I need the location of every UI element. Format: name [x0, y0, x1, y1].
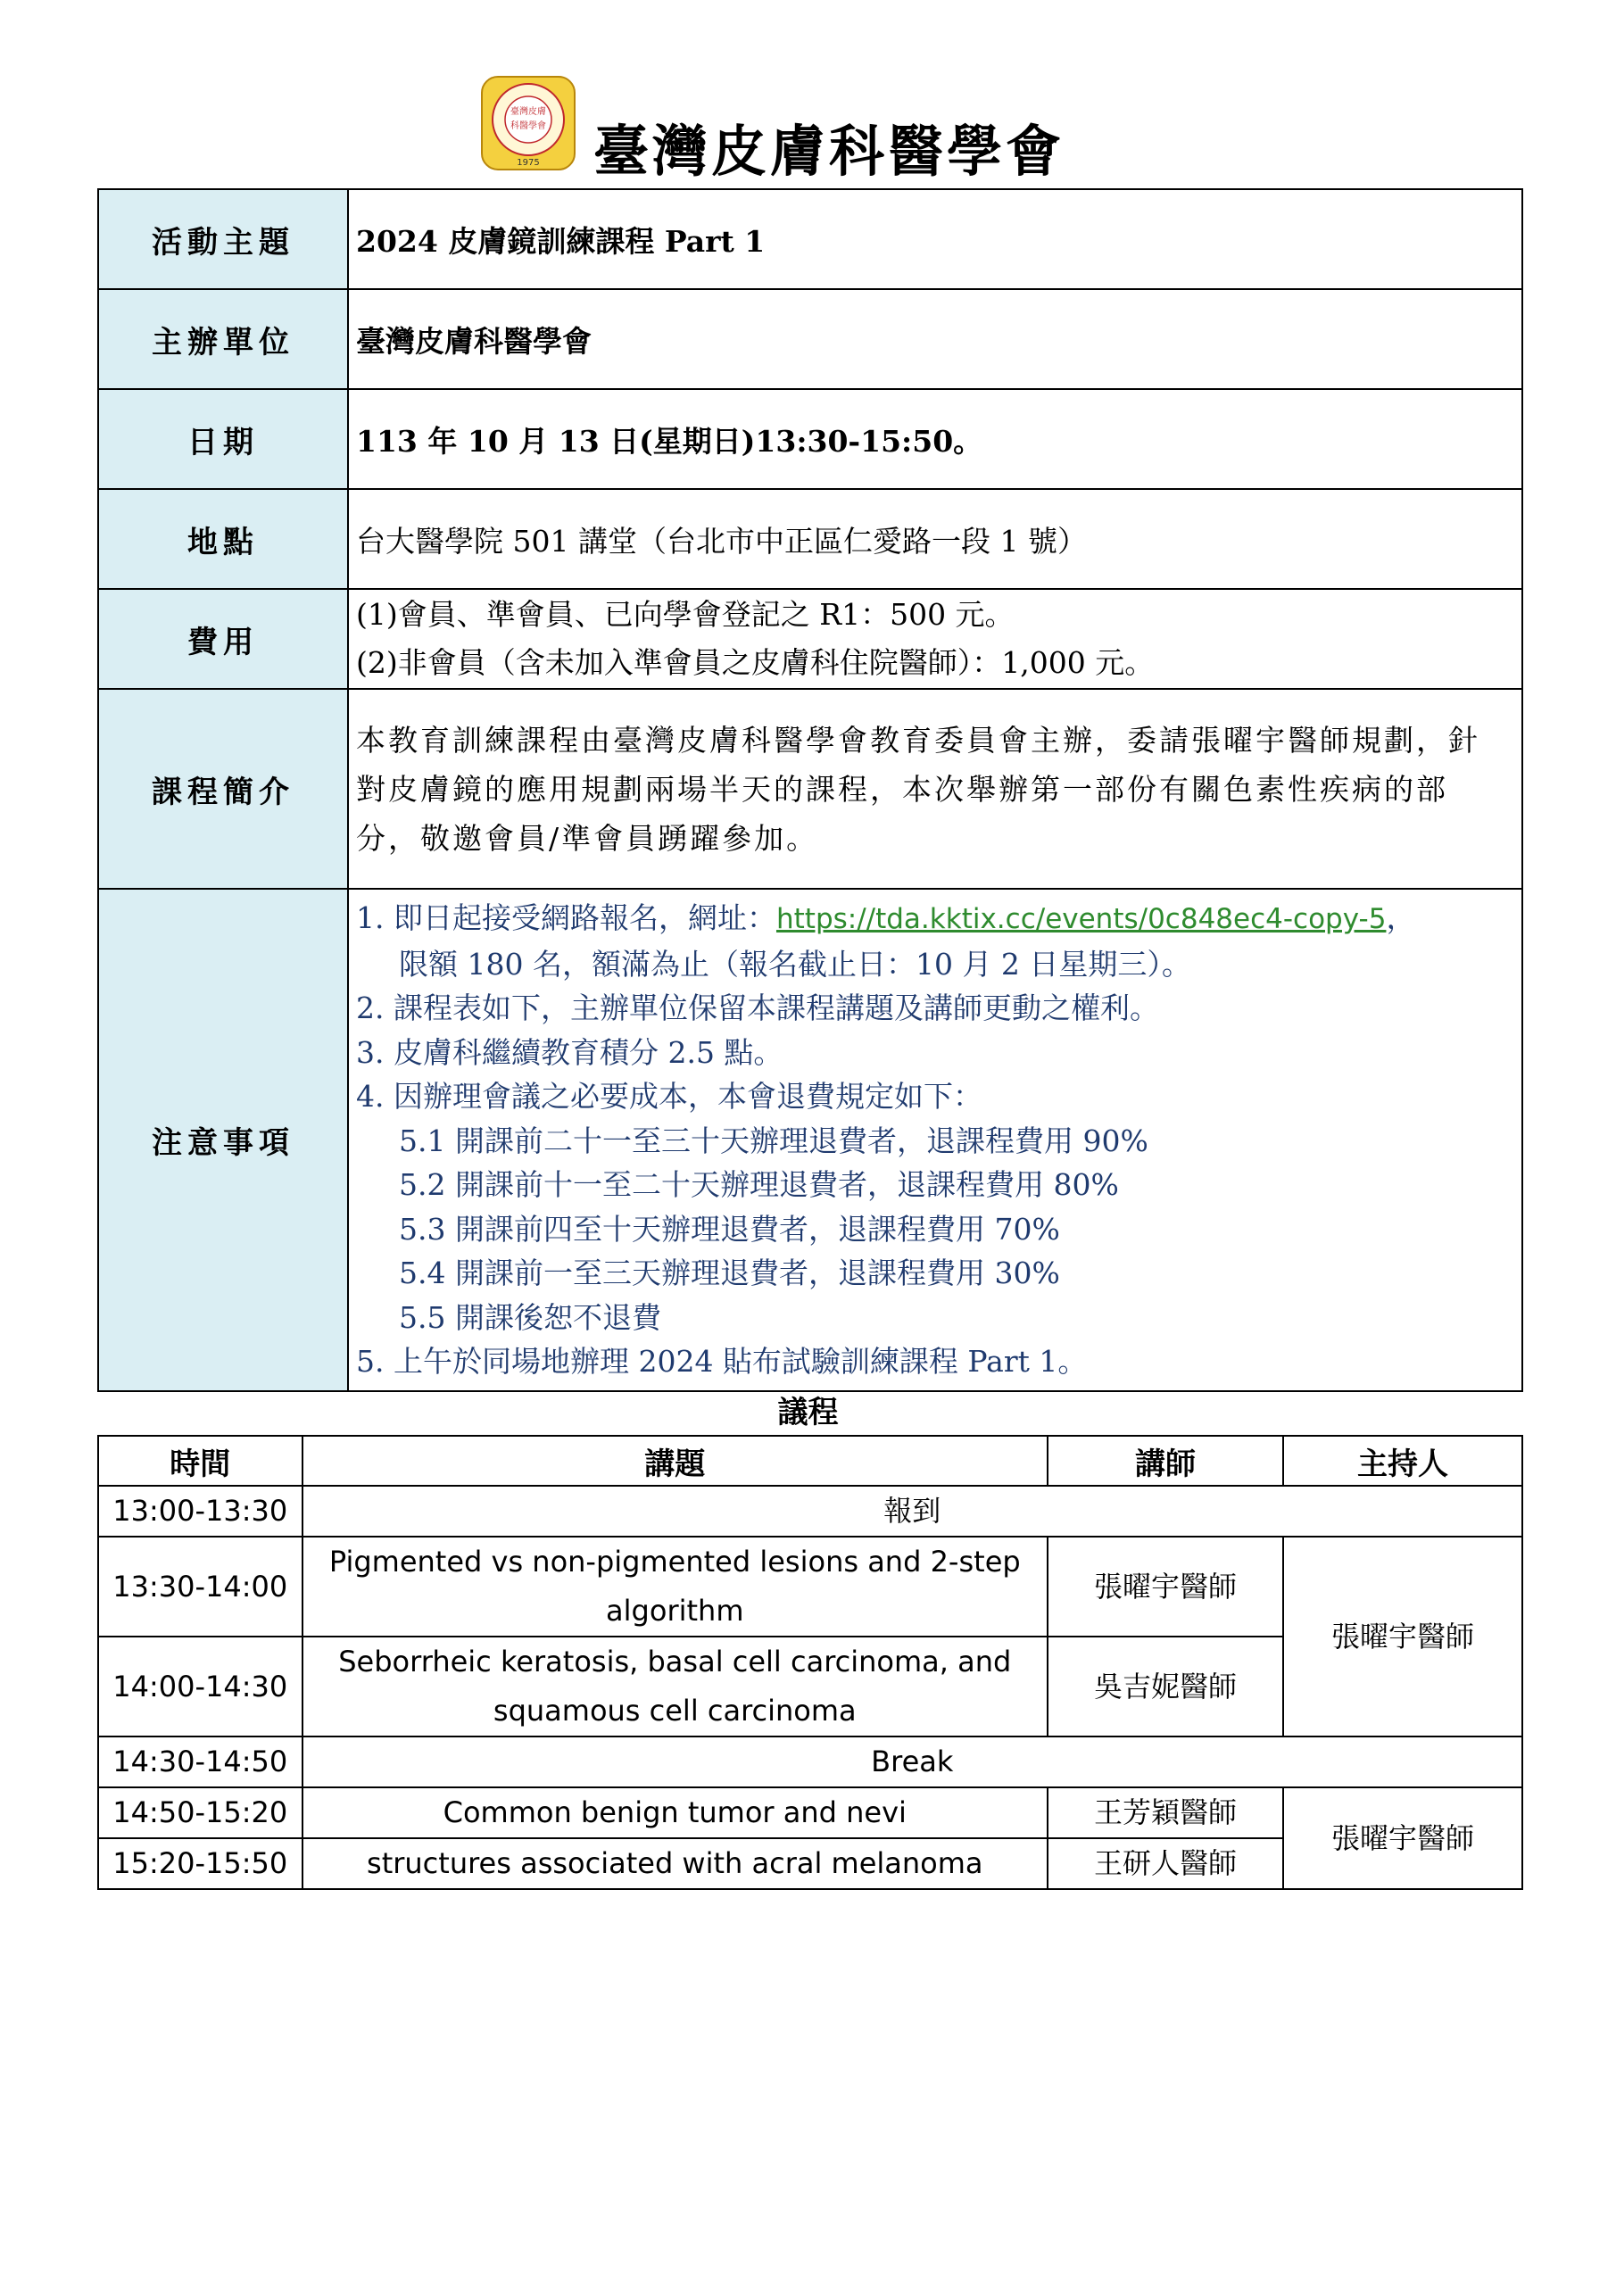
- fee-line: (2)非會員（含未加入準會員之皮膚科住院醫師）：1,000 元。: [356, 645, 1155, 680]
- host-cell: 張曜宇醫師: [1283, 1537, 1522, 1737]
- organizer-row: [98, 289, 1522, 389]
- note-1: [356, 896, 1521, 942]
- time-cell: 14:50-15:20: [98, 1787, 302, 1838]
- table-row: [98, 1486, 1522, 1537]
- topic-cell: Pigmented vs non-pigmented lesions and 2-step algorithm: [302, 1537, 1048, 1637]
- note-2: 2. 課程表如下，主辦單位保留本課程講題及講師更動之權利。: [356, 991, 1159, 1026]
- note-1-cont: 限額 180 名，額滿為止（報名截止日：10 月 2 日星期三）。: [399, 946, 1191, 982]
- topic-cell: Seborrheic keratosis, basal cell carcinoma, and squamous cell carcinoma: [302, 1637, 1048, 1737]
- time-cell: 14:00-14:30: [98, 1637, 302, 1737]
- notes-value: [348, 889, 1522, 1391]
- host-cell: 張曜宇醫師: [1283, 1787, 1522, 1889]
- event-info-table: [97, 188, 1523, 1392]
- fee-line: (1)會員、準會員、已向學會登記之 R1：500 元。: [356, 597, 1015, 632]
- table-row: [98, 1787, 1522, 1838]
- organizer-label: 主辦單位: [98, 289, 348, 389]
- svg-text:臺灣皮膚: 臺灣皮膚: [510, 107, 546, 117]
- date-row: [98, 389, 1522, 489]
- col-header-topic: 講題: [302, 1436, 1048, 1486]
- svg-text:1975: 1975: [517, 158, 540, 168]
- time-cell: 13:30-14:00: [98, 1537, 302, 1637]
- notes-row: [98, 889, 1522, 1391]
- agenda-heading: 議程: [777, 1395, 839, 1430]
- topic-cell: Break: [302, 1737, 1522, 1787]
- refund-item: 5.3 開課前四至十天辦理退費者，退課程費用 70%: [399, 1211, 1060, 1247]
- time-cell: 13:00-13:30: [98, 1486, 302, 1537]
- speaker-cell: 王芳穎醫師: [1048, 1787, 1283, 1838]
- col-header-host: 主持人: [1283, 1436, 1522, 1486]
- topic-cell: structures associated with acral melanoma: [302, 1838, 1048, 1889]
- location-label: 地點: [98, 489, 348, 589]
- col-header-time: 時間: [98, 1436, 302, 1486]
- header: [0, 70, 1616, 195]
- theme-label: 活動主題: [98, 189, 348, 289]
- date-value: 113 年 10 月 13 日(星期日)13:30-15:50。: [348, 389, 1522, 489]
- refund-item: 5.1 開課前二十一至三十天辦理退費者，退課程費用 90%: [399, 1123, 1148, 1158]
- note-3: 3. 皮膚科繼續教育積分 2.5 點。: [356, 1034, 783, 1070]
- location-value: 台大醫學院 501 講堂（台北市中正區仁愛路一段 1 號）: [348, 489, 1522, 589]
- location-row: [98, 489, 1522, 589]
- intro-value: [348, 689, 1522, 889]
- fee-value: [348, 589, 1522, 689]
- col-header-speaker: 講師: [1048, 1436, 1283, 1486]
- note-1-suffix: ，: [1386, 900, 1416, 936]
- theme-value: 2024 皮膚鏡訓練課程 Part 1: [348, 189, 1522, 289]
- intro-text: 本教育訓練課程由臺灣皮膚科醫學會教育委員會主辦，委請張曜宇醫師規劃，針對皮膚鏡的應用規劃兩場半天的課程，本次舉辦第一部份有關色素性疾病的部分，敬邀會員/準會員踴躍參加。: [356, 722, 1480, 856]
- table-row: [98, 1537, 1522, 1637]
- refund-item: 5.2 開課前十一至二十天辦理退費者，退課程費用 80%: [399, 1167, 1119, 1203]
- note-5: 5. 上午於同場地辦理 2024 貼布試驗訓練課程 Part 1。: [356, 1344, 1088, 1380]
- time-cell: 15:20-15:50: [98, 1838, 302, 1889]
- date-label: 日期: [98, 389, 348, 489]
- speaker-cell: 張曜宇醫師: [1048, 1537, 1283, 1637]
- organizer-value: 臺灣皮膚科醫學會: [348, 289, 1522, 389]
- registration-link[interactable]: https://tda.kktix.cc/events/0c848ec4-copy-5: [775, 903, 1387, 936]
- note-4: 4. 因辦理會議之必要成本，本會退費規定如下：: [356, 1079, 982, 1115]
- speaker-cell: 吳吉妮醫師: [1048, 1637, 1283, 1737]
- agenda-table: [97, 1435, 1523, 1890]
- intro-label: 課程簡介: [98, 689, 348, 889]
- intro-row: [98, 689, 1522, 889]
- society-title: 臺灣皮膚科醫學會: [593, 119, 1065, 184]
- association-logo: [480, 75, 576, 171]
- table-row: [98, 1737, 1522, 1787]
- fee-row: [98, 589, 1522, 689]
- agenda-header-row: [98, 1436, 1522, 1486]
- note-1-prefix: 1. 即日起接受網路報名，網址：: [356, 900, 776, 936]
- topic-cell: 報到: [302, 1486, 1522, 1537]
- svg-text:科醫學會: 科醫學會: [510, 121, 546, 131]
- notes-label: 注意事項: [98, 889, 348, 1391]
- topic-cell: Common benign tumor and nevi: [302, 1787, 1048, 1838]
- time-cell: 14:30-14:50: [98, 1737, 302, 1787]
- speaker-cell: 王研人醫師: [1048, 1838, 1283, 1889]
- theme-row: [98, 189, 1522, 289]
- fee-label: 費用: [98, 589, 348, 689]
- refund-item: 5.4 開課前一至三天辦理退費者，退課程費用 30%: [399, 1256, 1060, 1291]
- refund-item: 5.5 開課後恕不退費: [399, 1299, 661, 1335]
